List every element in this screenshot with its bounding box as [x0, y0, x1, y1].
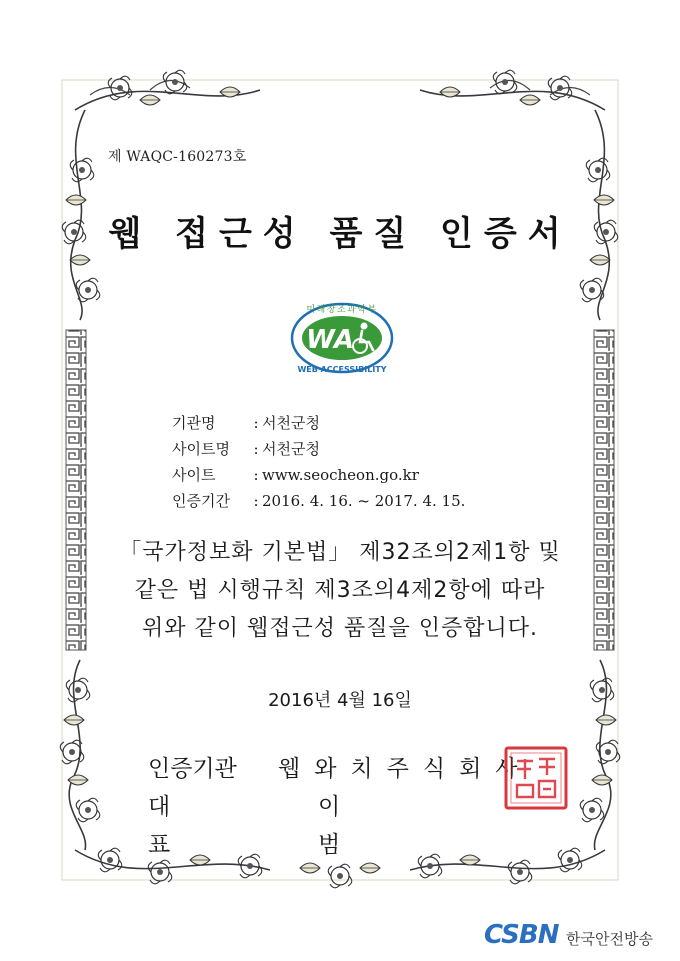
field-label: 기관명 — [172, 414, 216, 432]
field-value: 2016. 4. 16. ~ 2017. 4. 15. — [262, 492, 466, 510]
field-row-period: 인증기간 : 2016. 4. 16. ~ 2017. 4. 15. — [172, 488, 465, 514]
certification-statement — [0, 534, 680, 648]
field-row-org: 기관명 : 서천군청 — [172, 410, 465, 436]
statement-line: 「국가정보화 기본법」 제32조의2제1항 및 — [119, 540, 561, 565]
field-value: www.seocheon.go.kr — [262, 466, 419, 484]
field-label: 사이트명 — [172, 440, 230, 458]
certificate-number: 제 WAQC-160273호 — [108, 149, 247, 165]
csbn-logo: CSBN — [484, 920, 559, 950]
issuer-label: 인증기관 — [148, 756, 237, 782]
broadcaster-name: 한국안전방송 — [566, 930, 653, 948]
logo-bottom-text: WEB ACCESSIBILITY — [297, 365, 387, 374]
web-accessibility-logo — [272, 290, 412, 380]
field-value: 서천군청 — [262, 414, 320, 432]
rep-name: 이 범 — [318, 794, 381, 858]
official-seal-stamp — [503, 745, 569, 811]
rep-label: 대 표 — [148, 794, 211, 858]
field-row-site: 사이트 : www.seocheon.go.kr — [172, 462, 465, 488]
signature-block — [148, 750, 532, 864]
issuer-name: 웹와치주식회사 — [278, 756, 532, 782]
certificate-fields — [172, 410, 465, 514]
statement-line: 위와 같이 웹접근성 품질을 인증합니다. — [142, 616, 538, 641]
issue-date: 2016년 4월 16일 — [268, 690, 412, 711]
field-value: 서천군청 — [262, 440, 320, 458]
field-row-site-name: 사이트명 : 서천군청 — [172, 436, 465, 462]
certificate-title: 웹 접근성 품질 인증서 — [108, 214, 572, 254]
logo-top-text: 미래창조과학부 — [306, 305, 378, 315]
statement-line: 같은 법 시행규칙 제3조의4제2항에 따라 — [134, 578, 546, 603]
logo-mark: WA — [306, 325, 354, 355]
field-label: 인증기간 — [172, 492, 230, 510]
field-label: 사이트 — [172, 466, 216, 484]
